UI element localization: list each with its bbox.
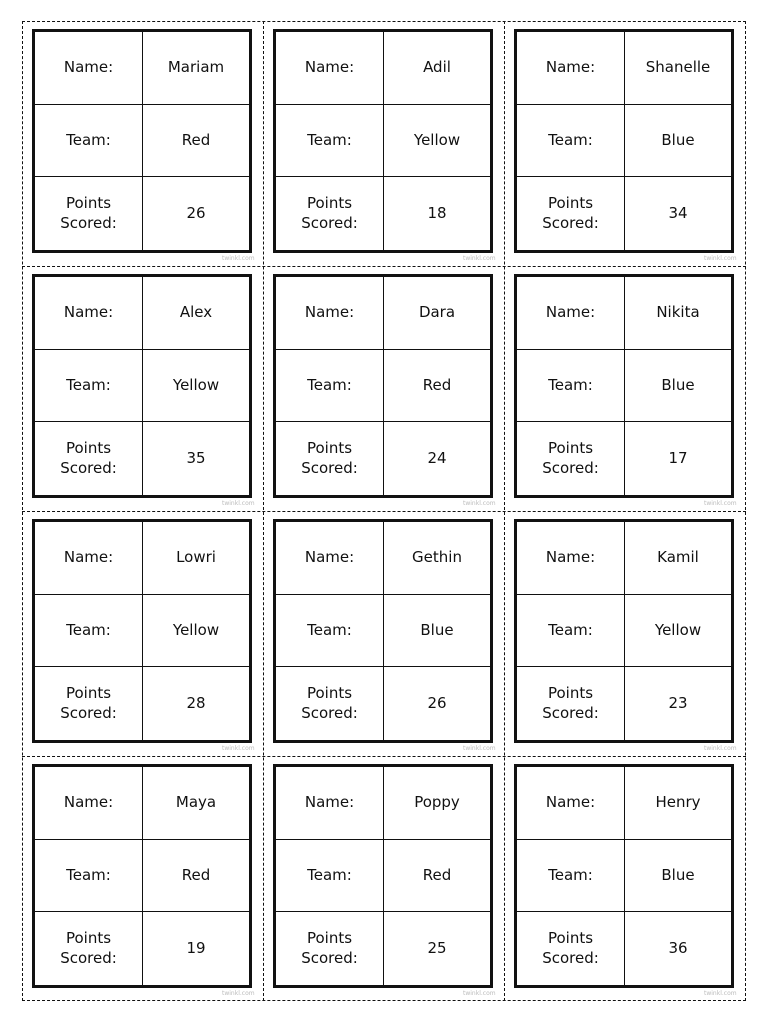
name-label: Name: — [35, 522, 143, 595]
name-label: Name: — [276, 277, 384, 350]
team-value: Blue — [625, 840, 731, 913]
name-value: Lowri — [143, 522, 249, 595]
team-value: Blue — [625, 105, 731, 178]
team-value: Yellow — [143, 350, 249, 423]
team-label: Team: — [35, 840, 143, 913]
points-label: Points Scored: — [276, 667, 384, 740]
name-value: Adil — [384, 32, 490, 105]
watermark: twinkl.com — [704, 990, 737, 997]
team-value: Yellow — [143, 595, 249, 668]
player-card — [32, 29, 252, 253]
name-label: Name: — [276, 767, 384, 840]
team-value: Red — [143, 840, 249, 913]
team-value: Red — [384, 350, 490, 423]
team-value: Blue — [625, 350, 731, 423]
team-label: Team: — [517, 595, 625, 668]
points-label: Points Scored: — [276, 177, 384, 250]
cut-line-horizontal — [22, 756, 746, 757]
player-card — [273, 274, 493, 498]
player-card — [32, 274, 252, 498]
team-label: Team: — [35, 350, 143, 423]
points-label: Points Scored: — [276, 422, 384, 495]
points-value: 36 — [668, 938, 688, 957]
watermark: twinkl.com — [222, 255, 255, 262]
player-card — [273, 764, 493, 988]
points-label: Points Scored: — [276, 912, 384, 985]
watermark: twinkl.com — [222, 745, 255, 752]
watermark: twinkl.com — [704, 255, 737, 262]
watermark: twinkl.com — [704, 500, 737, 507]
team-label: Team: — [276, 350, 384, 423]
name-label: Name: — [517, 277, 625, 350]
name-value: Mariam — [143, 32, 249, 105]
player-card — [514, 274, 734, 498]
name-value: Dara — [384, 277, 490, 350]
team-label: Team: — [35, 105, 143, 178]
name-label: Name: — [517, 767, 625, 840]
watermark: twinkl.com — [463, 255, 496, 262]
player-card — [273, 519, 493, 743]
name-value: Poppy — [384, 767, 490, 840]
name-value: Maya — [143, 767, 249, 840]
points-value: 18 — [427, 203, 447, 222]
team-value: Yellow — [384, 105, 490, 178]
name-value: Gethin — [384, 522, 490, 595]
points-label: Points Scored: — [517, 912, 625, 985]
team-value: Red — [384, 840, 490, 913]
watermark: twinkl.com — [463, 990, 496, 997]
points-label: Points Scored: — [517, 177, 625, 250]
points-value: 19 — [186, 938, 206, 957]
points-value: 35 — [186, 448, 206, 467]
points-label: Points Scored: — [35, 912, 143, 985]
points-label: Points Scored: — [517, 667, 625, 740]
player-card — [32, 764, 252, 988]
watermark: twinkl.com — [222, 990, 255, 997]
points-value: 26 — [186, 203, 206, 222]
team-label: Team: — [517, 350, 625, 423]
points-value: 23 — [668, 693, 688, 712]
points-value: 26 — [427, 693, 447, 712]
watermark: twinkl.com — [704, 745, 737, 752]
team-value: Blue — [384, 595, 490, 668]
name-label: Name: — [517, 32, 625, 105]
name-value: Kamil — [625, 522, 731, 595]
name-value: Nikita — [625, 277, 731, 350]
name-value: Henry — [625, 767, 731, 840]
points-label: Points Scored: — [35, 422, 143, 495]
name-label: Name: — [276, 32, 384, 105]
points-label: Points Scored: — [35, 667, 143, 740]
player-card — [514, 764, 734, 988]
name-label: Name: — [276, 522, 384, 595]
team-value: Red — [143, 105, 249, 178]
team-label: Team: — [276, 595, 384, 668]
player-card — [514, 29, 734, 253]
points-value: 25 — [427, 938, 447, 957]
points-label: Points Scored: — [35, 177, 143, 250]
name-label: Name: — [35, 277, 143, 350]
name-value: Alex — [143, 277, 249, 350]
name-label: Name: — [517, 522, 625, 595]
points-value: 28 — [186, 693, 206, 712]
name-value: Shanelle — [625, 32, 731, 105]
team-value: Yellow — [625, 595, 731, 668]
player-card — [32, 519, 252, 743]
team-label: Team: — [276, 840, 384, 913]
team-label: Team: — [35, 595, 143, 668]
watermark: twinkl.com — [463, 500, 496, 507]
cut-line-horizontal — [22, 511, 746, 512]
cut-line-horizontal — [22, 266, 746, 267]
player-card — [514, 519, 734, 743]
name-label: Name: — [35, 32, 143, 105]
team-label: Team: — [276, 105, 384, 178]
player-card — [273, 29, 493, 253]
team-label: Team: — [517, 105, 625, 178]
points-value: 17 — [668, 448, 688, 467]
points-value: 24 — [427, 448, 447, 467]
points-value: 34 — [668, 203, 688, 222]
team-label: Team: — [517, 840, 625, 913]
watermark: twinkl.com — [222, 500, 255, 507]
name-label: Name: — [35, 767, 143, 840]
watermark: twinkl.com — [463, 745, 496, 752]
points-label: Points Scored: — [517, 422, 625, 495]
